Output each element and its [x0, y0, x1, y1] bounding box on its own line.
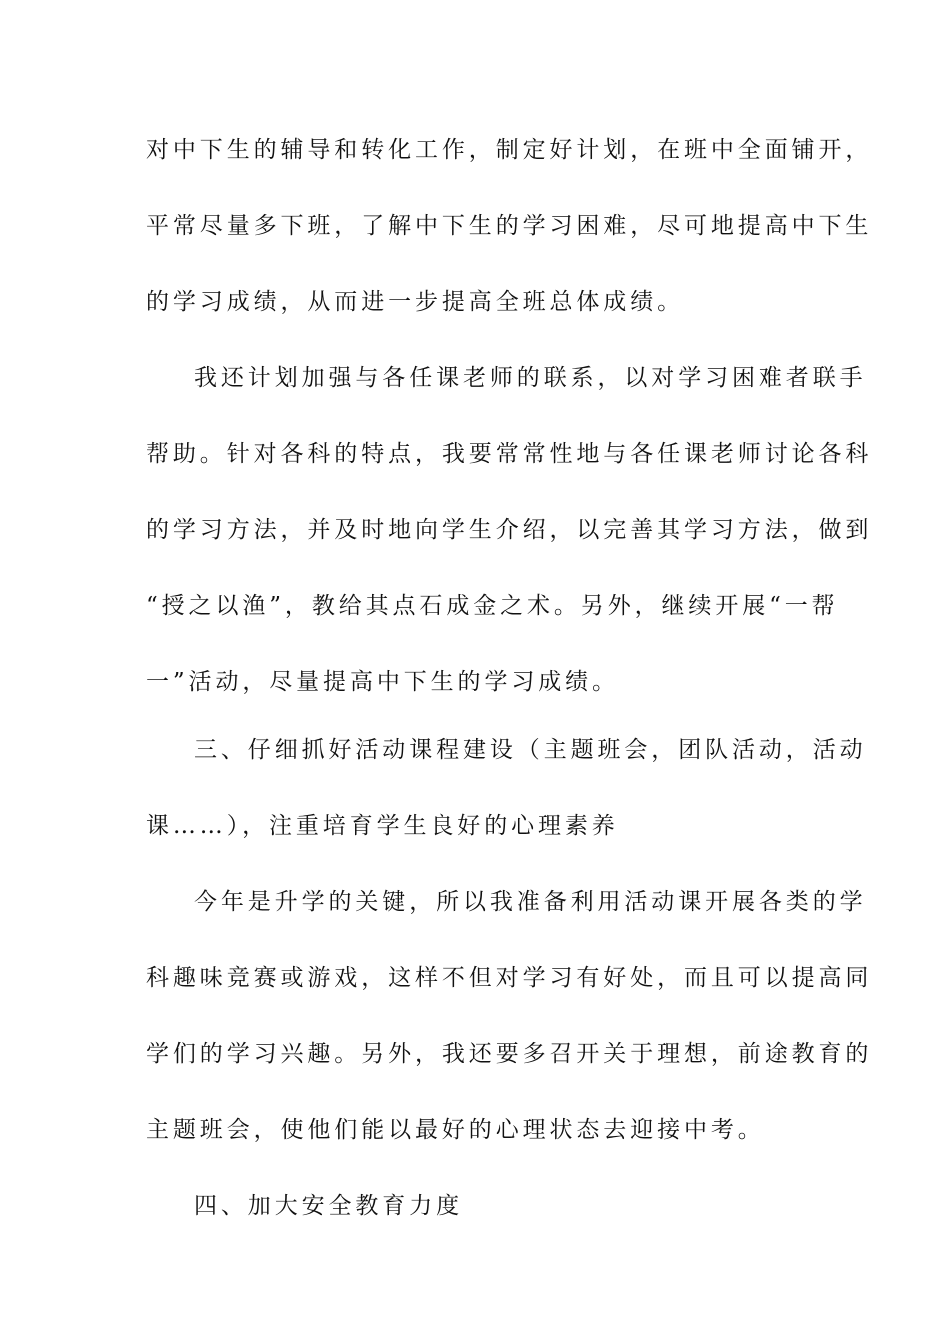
section-heading-four: 四、加大安全教育力度 — [194, 1193, 463, 1219]
text-line: 一”活动，尽量提高中下生的学习成绩。 — [146, 669, 619, 695]
text-line: 科趣味竞赛或游戏，这样不但对学习有好处，而且可以提高同 — [146, 965, 873, 991]
section-heading-three-continued: 课……），注重培育学生良好的心理素养 — [146, 813, 619, 839]
text-line: 帮助。针对各科的特点，我要常常性地与各任课老师讨论各科 — [146, 441, 873, 467]
text-line: 平常尽量多下班，了解中下生的学习困难，尽可地提高中下生 — [146, 213, 873, 239]
section-heading-three: 三、仔细抓好活动课程建设（主题班会，团队活动，活动 — [194, 737, 867, 763]
text-line: 对中下生的辅导和转化工作，制定好计划，在班中全面铺开， — [146, 137, 873, 163]
text-line: 的学习方法，并及时地向学生介绍，以完善其学习方法，做到 — [146, 517, 873, 543]
text-line: 学们的学习兴趣。另外，我还要多召开关于理想，前途教育的 — [146, 1041, 873, 1067]
text-line: 的学习成绩，从而进一步提高全班总体成绩。 — [146, 289, 684, 315]
paragraph-first-line: 今年是升学的关键，所以我准备利用活动课开展各类的学 — [194, 889, 867, 915]
text-line: 主题班会，使他们能以最好的心理状态去迎接中考。 — [146, 1117, 765, 1143]
paragraph-first-line: 我还计划加强与各任课老师的联系，以对学习困难者联手 — [194, 365, 867, 391]
text-line: “授之以渔”，教给其点石成金之术。另外，继续开展“一帮 — [146, 593, 839, 619]
